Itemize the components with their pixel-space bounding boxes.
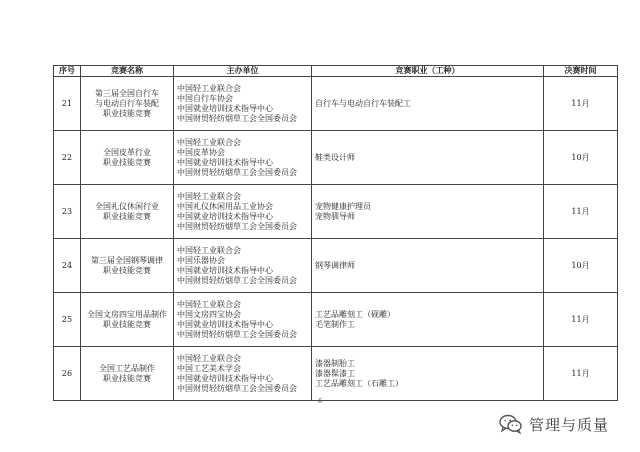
competition-name-line: 第三届全国钢琴调律 [91,255,163,265]
organizer-line: 中国轻工业联合会 [177,299,241,309]
header-job: 竞赛职业（工种） [312,66,544,77]
organizer-line: 中国财贸轻纺烟草工会全国委员会 [177,383,297,393]
cell-final-time: 10月 [544,131,618,185]
organizer-line: 中国就业培训技术指导中心 [177,265,273,275]
organizer-line: 中国财贸轻纺烟草工会全国委员会 [177,113,297,123]
occupation-line: 工艺品雕刻工（石雕工） [315,378,403,388]
competition-table [53,65,618,401]
cell-final-time: 11月 [544,77,618,131]
competition-name-line: 职业技能竞赛 [103,157,151,167]
cell-organizers [174,347,312,401]
organizer-line: 中国轻工业联合会 [177,83,241,93]
cell-seq: 24 [54,239,81,293]
competition-name-line: 全国皮革行业 [103,147,151,157]
cell-organizers [174,131,312,185]
watermark [499,414,609,434]
competition-name-line: 职业技能竞赛 [103,373,151,383]
organizer-line: 中国工艺美术学会 [177,363,241,373]
cell-occupation [312,347,544,401]
cell-competition-name [81,77,174,131]
watermark-text: 管理与质量 [529,415,610,434]
organizer-line: 中国轻工业联合会 [177,245,241,255]
cell-occupation [312,293,544,347]
organizer-line: 中国财贸轻纺烟草工会全国委员会 [177,221,297,231]
cell-occupation [312,239,544,293]
table-row [54,347,618,401]
organizer-line: 中国就业培训技术指导中心 [177,319,273,329]
organizer-line: 中国文房四宝协会 [177,309,241,319]
cell-occupation [312,77,544,131]
organizer-line: 中国自行车协会 [177,93,233,103]
wechat-icon [499,414,523,434]
organizer-line: 中国乐器协会 [177,255,225,265]
occupation-line: 工艺品雕刻工（砚雕） [315,309,395,319]
cell-competition-name [81,131,174,185]
occupation-line: 钢琴调律师 [315,260,355,270]
organizer-line: 中国轻工业联合会 [177,353,241,363]
competition-name-line: 职业技能竞赛 [103,211,151,221]
table-row [54,293,618,347]
table-row [54,131,618,185]
table-row [54,239,618,293]
occupation-line: 鞋类设计师 [315,152,355,162]
competition-name-line: 第三届全国自行车 [95,88,159,98]
competition-name-line: 职业技能竞赛 [103,319,151,329]
header-time: 决赛时间 [544,66,618,77]
cell-final-time: 10月 [544,239,618,293]
cell-seq: 23 [54,185,81,239]
organizer-line: 中国轻工业联合会 [177,137,241,147]
occupation-line: 自行车与电动自行车装配工 [315,98,411,108]
cell-final-time: 11月 [544,185,618,239]
cell-competition-name [81,239,174,293]
occupation-line: 漆器髹漆工 [315,368,355,378]
organizer-line: 中国就业培训技术指导中心 [177,157,273,167]
cell-seq: 21 [54,77,81,131]
header-name: 竞赛名称 [81,66,174,77]
competition-name-line: 全国文房四宝用品制作 [87,309,167,319]
cell-occupation [312,131,544,185]
organizer-line: 中国就业培训技术指导中心 [177,211,273,221]
table-header-row [54,66,618,77]
organizer-line: 中国财贸轻纺烟草工会全国委员会 [177,329,297,339]
header-org: 主办单位 [174,66,312,77]
organizer-line: 中国就业培训技术指导中心 [177,103,273,113]
organizer-line: 中国皮革协会 [177,147,225,157]
cell-organizers [174,77,312,131]
cell-organizers [174,185,312,239]
cell-competition-name [81,293,174,347]
table-row [54,185,618,239]
cell-competition-name [81,185,174,239]
cell-seq: 25 [54,293,81,347]
organizer-line: 中国礼仪休闲用品工业协会 [177,201,273,211]
organizer-line: 中国就业培训技术指导中心 [177,373,273,383]
cell-organizers [174,239,312,293]
organizer-line: 中国财贸轻纺烟草工会全国委员会 [177,167,297,177]
occupation-line: 毛笔制作工 [315,319,355,329]
organizer-line: 中国轻工业联合会 [177,191,241,201]
occupation-line: 漆器制胎工 [315,358,355,368]
organizer-line: 中国财贸轻纺烟草工会全国委员会 [177,275,297,285]
cell-seq: 26 [54,347,81,401]
cell-seq: 22 [54,131,81,185]
competition-name-line: 全国工艺品制作 [99,363,155,373]
competition-name-line: 职业技能竞赛 [103,108,151,118]
cell-final-time: 11月 [544,293,618,347]
table-row [54,77,618,131]
page-number: 6 [318,398,322,405]
occupation-line: 宠物驯导师 [315,211,355,221]
occupation-line: 宠物健康护理员 [315,201,371,211]
competition-name-line: 职业技能竞赛 [103,265,151,275]
cell-occupation [312,185,544,239]
cell-competition-name [81,347,174,401]
cell-final-time: 11月 [544,347,618,401]
competition-name-line: 全国礼仪休闲行业 [95,201,159,211]
cell-organizers [174,293,312,347]
competition-name-line: 与电动自行车装配 [95,98,159,108]
header-seq: 序号 [54,66,81,77]
